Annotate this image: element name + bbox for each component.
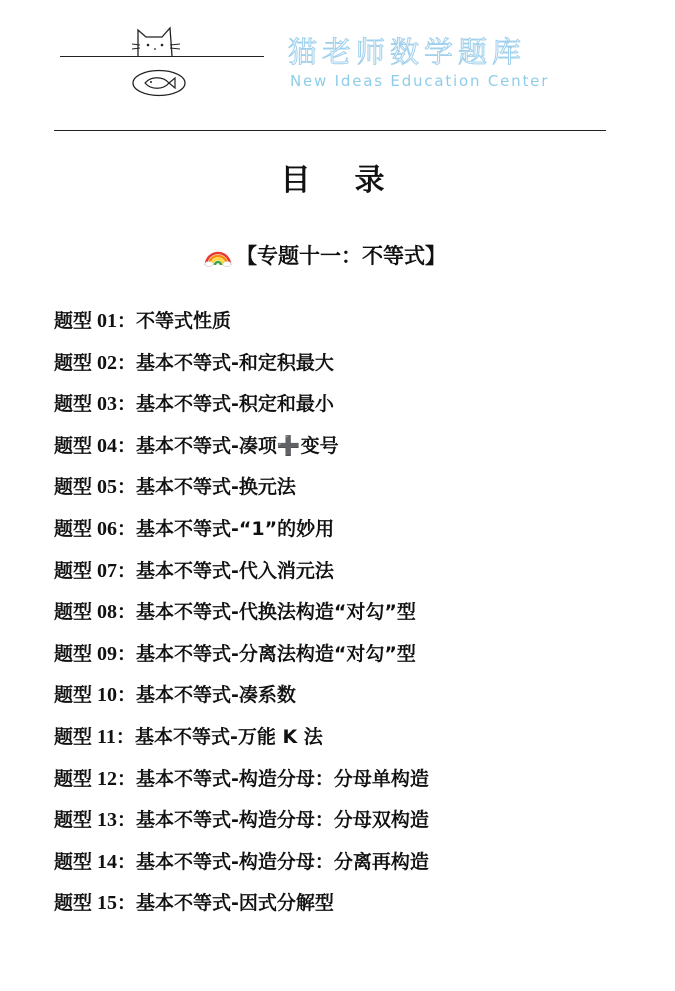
toc-item-prefix: 题型 — [54, 725, 93, 748]
toc-item-prefix: 题型 — [54, 642, 93, 665]
rainbow-icon — [204, 243, 232, 267]
toc-item — [54, 639, 429, 681]
toc-item-prefix: 题型 — [54, 517, 93, 540]
toc-item-sep: ： — [117, 434, 137, 457]
toc-item-prefix: 题型 — [54, 434, 93, 457]
toc-item-text: 基本不等式-万能 K 法 — [134, 725, 323, 748]
toc-item-text: 基本不等式-构造分母：分离再构造 — [136, 850, 429, 873]
toc-item-num: 09 — [97, 642, 118, 665]
toc-item-num: 02 — [97, 351, 118, 374]
toc-item-num: 15 — [97, 892, 118, 915]
toc-item — [54, 805, 429, 847]
header-divider — [54, 130, 606, 131]
toc-item-prefix: 题型 — [54, 850, 93, 873]
toc-item-sep: ： — [117, 809, 137, 832]
title-char: 录 — [354, 163, 385, 198]
fish-icon — [131, 68, 187, 98]
page-header — [0, 0, 675, 140]
toc-item-sep: ： — [117, 642, 137, 665]
toc-item-num: 01 — [97, 310, 118, 332]
toc-item-prefix: 题型 — [54, 310, 93, 332]
title-char: 目 — [280, 163, 311, 198]
toc-item-text: 基本不等式-构造分母：分母双构造 — [136, 809, 429, 832]
toc-item — [54, 722, 429, 764]
toc-item-num: 11 — [97, 725, 116, 748]
toc-item-sep: ： — [117, 767, 137, 790]
toc-item — [54, 514, 429, 556]
toc-item-num: 12 — [97, 767, 118, 790]
toc-item-text: 基本不等式-构造分母：分母单构造 — [136, 767, 429, 790]
toc-item-sep: ： — [115, 725, 135, 748]
toc-item-text: 基本不等式-凑项➕变号 — [136, 434, 339, 457]
toc-item-num: 10 — [97, 684, 118, 707]
toc-item — [54, 431, 429, 473]
toc-item — [54, 556, 429, 598]
toc-item-text: 基本不等式-“1”的妙用 — [136, 517, 335, 540]
toc-item — [54, 597, 429, 639]
toc-item-prefix: 题型 — [54, 767, 93, 790]
cat-icon — [132, 24, 186, 56]
toc-item-text: 不等式性质 — [136, 310, 232, 332]
toc-item-num: 05 — [97, 476, 118, 499]
toc-item — [54, 472, 429, 514]
toc-item-prefix: 题型 — [54, 476, 93, 499]
toc-item-text: 基本不等式-积定和最小 — [136, 393, 334, 416]
toc-item-sep: ： — [117, 351, 137, 374]
toc-item-prefix: 题型 — [54, 892, 93, 915]
toc-item-prefix: 题型 — [54, 351, 93, 374]
toc-item-sep: ： — [117, 310, 137, 332]
toc-item-text: 基本不等式-换元法 — [136, 476, 296, 499]
toc-item-num: 14 — [97, 850, 118, 873]
toc-item — [54, 348, 429, 390]
toc-item-num: 13 — [97, 809, 118, 832]
toc-item-num: 08 — [97, 601, 118, 624]
toc-item-prefix: 题型 — [54, 809, 93, 832]
toc-item-sep: ： — [117, 684, 137, 707]
toc-item-sep: ： — [117, 393, 137, 416]
toc-item — [54, 888, 429, 930]
toc-item-sep: ： — [117, 601, 137, 624]
topic-heading — [0, 240, 650, 270]
toc-item-text: 基本不等式-和定积最大 — [136, 351, 334, 374]
toc-item-prefix: 题型 — [54, 393, 93, 416]
toc-item-prefix: 题型 — [54, 684, 93, 707]
toc-item-prefix: 题型 — [54, 601, 93, 624]
page-title — [0, 155, 665, 199]
topic-label: 【专题十一：不等式】 — [236, 244, 446, 268]
toc-item — [54, 389, 429, 431]
toc-item — [54, 306, 429, 348]
toc-item — [54, 680, 429, 722]
toc-item-text: 基本不等式-因式分解型 — [136, 892, 334, 915]
brand-title: 猫老师数学题库 — [288, 35, 527, 69]
toc-item-text: 基本不等式-代入消元法 — [136, 559, 334, 582]
toc-item-text: 基本不等式-分离法构造“对勾”型 — [136, 642, 416, 665]
header-line — [60, 56, 264, 57]
toc-item-sep: ： — [117, 559, 137, 582]
toc-item-sep: ： — [117, 892, 137, 915]
toc-item — [54, 764, 429, 806]
toc-item-num: 07 — [97, 559, 118, 582]
toc-item-sep: ： — [117, 850, 137, 873]
toc-item-num: 04 — [97, 434, 118, 457]
toc-item-sep: ： — [117, 517, 137, 540]
brand-subtitle: New Ideas Education Center — [290, 72, 550, 90]
toc-item — [54, 847, 429, 889]
toc-list — [54, 306, 429, 930]
toc-item-num: 03 — [97, 393, 118, 416]
toc-item-sep: ： — [117, 476, 137, 499]
toc-item-prefix: 题型 — [54, 559, 93, 582]
toc-item-text: 基本不等式-代换法构造“对勾”型 — [136, 601, 416, 624]
toc-item-num: 06 — [97, 517, 118, 540]
toc-item-text: 基本不等式-凑系数 — [136, 684, 296, 707]
